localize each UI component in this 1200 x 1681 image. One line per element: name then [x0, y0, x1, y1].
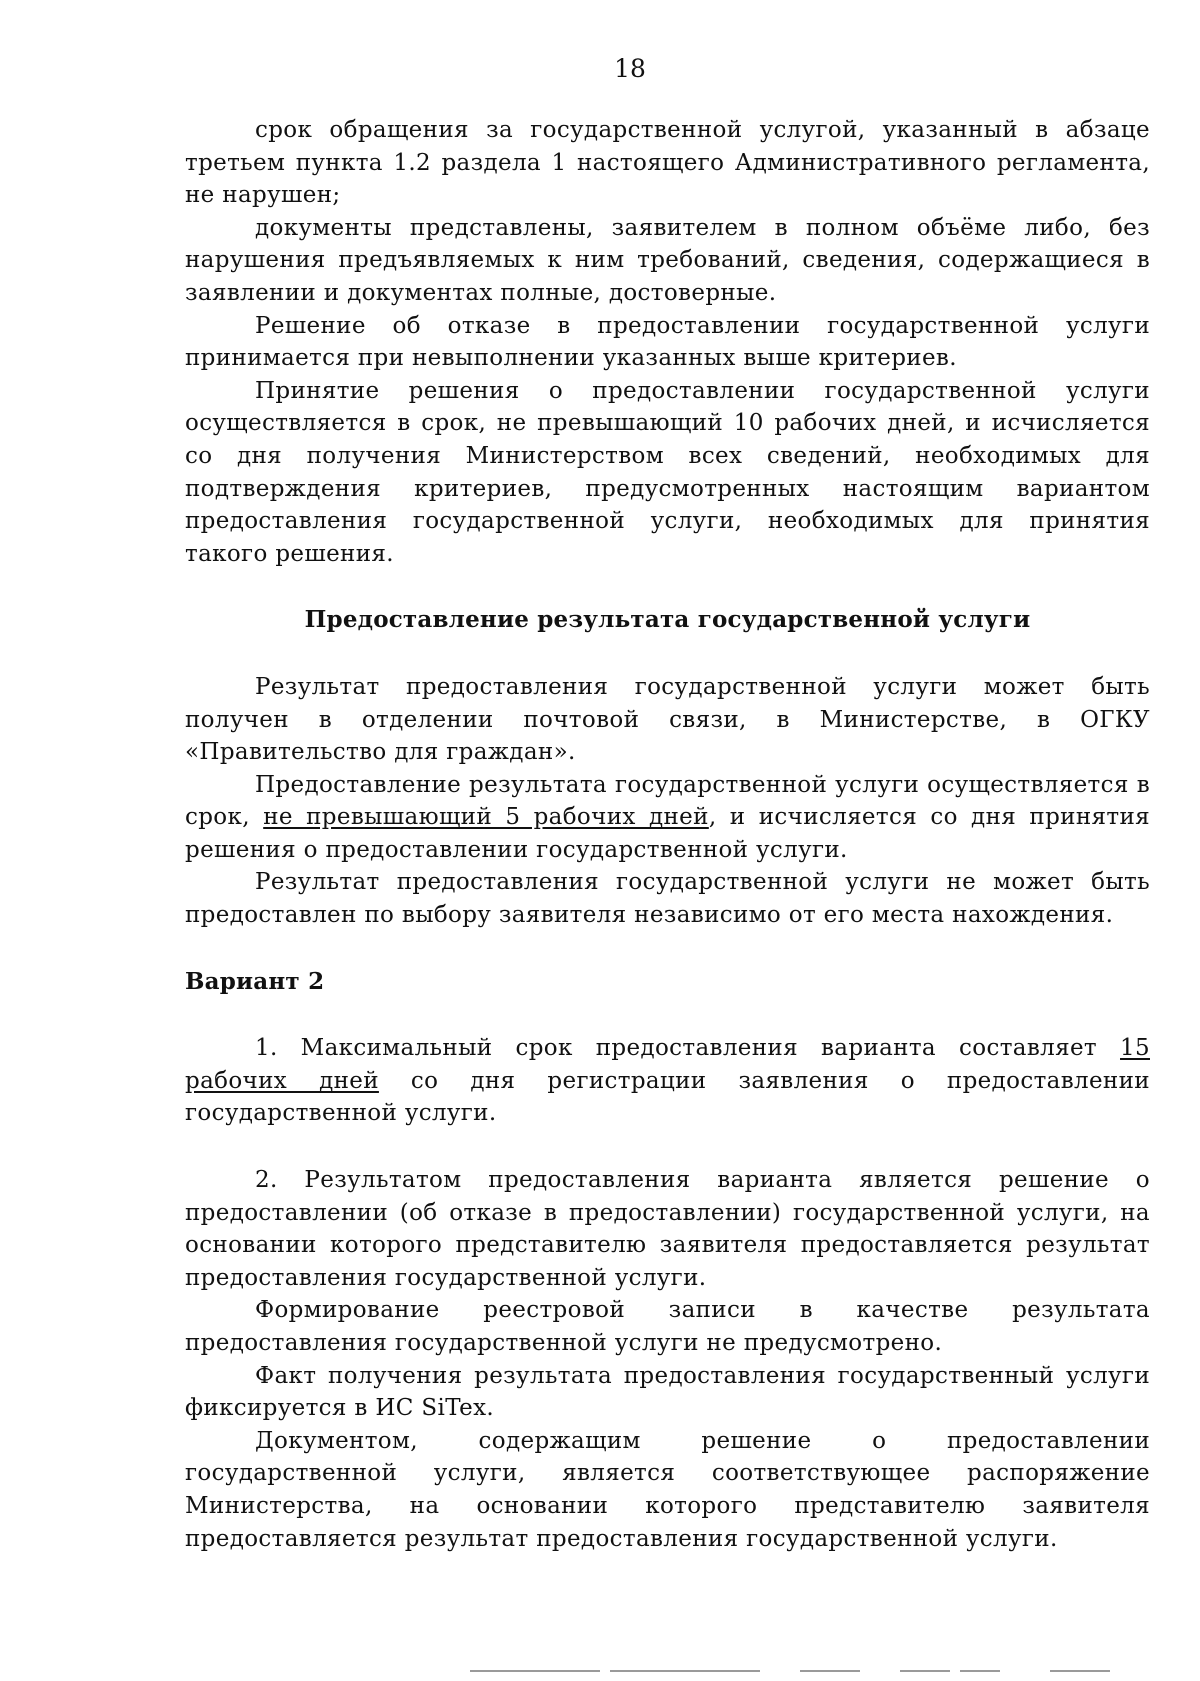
variant-item-1 [185, 1032, 1150, 1130]
paragraph-result-location: Результат предоставления государственной услуги не может быть предоставлен по выбору заявителя независимо от его места нахождения. [185, 869, 1150, 929]
paragraph-result-channels: Результат предоставления государственной услуги может быть получен в отделении почтовой связи, в Министерстве, в ОГКУ «Правительство для граждан». [185, 673, 1150, 766]
paragraph-result-fact: Факт получения результата предоставления государственный услуги фиксируется в ИС SiTex. [185, 1362, 1150, 1422]
underlined-term-5-days: не превышающий 5 рабочих дней [263, 804, 709, 831]
document-body [185, 114, 1150, 1555]
section-heading-result: Предоставление результата государственной услуги [304, 606, 1031, 634]
scan-edge-line [960, 1670, 1000, 1672]
page-number: 18 [614, 54, 646, 83]
paragraph-result-term-end: , и исчисляется со дня принятия решения о предоставлении государственной услуги. [185, 804, 1150, 863]
variant-item-1-end: со дня регистрации заявления о предоставлении государственной услуги. [185, 1067, 1150, 1127]
scan-edge-line [900, 1670, 950, 1672]
paragraph-decision-document: Документом, содержащим решение о предоставлении государственной услуги, является соответствующее распоряжение Министерства, на основании которого представителю заявителя предоставляется результат предоставления государственной услуги. [185, 1427, 1150, 1552]
scan-edge-line [470, 1670, 600, 1672]
variant-item-2: 2. Результатом предоставления варианта является решение о предоставлении (об отказе в предоставлении) государственной услуги, на основании которого представителю заявителя предоставляется результат предоставления государственной услуги. [185, 1167, 1150, 1291]
variant-item-1-start: 1. Максимальный срок предоставления варианта составляет [255, 1035, 1121, 1062]
variant-heading: Вариант 2 [185, 967, 325, 995]
underlined-term-15-days: 15 рабочих дней [185, 1035, 1150, 1094]
paragraph-documents-criterion: документы представлены, заявителем в полном объёме либо, без нарушения предъявляемых к ним требований, сведения, содержащиеся в заявлении и документах полные, достоверные. [185, 214, 1150, 306]
spacer [185, 637, 1150, 671]
paragraph-result-term-start: Предоставление результата государственной услуги осуществляется в срок, [185, 771, 1150, 831]
spacer [185, 570, 1150, 604]
paragraph-result-term [185, 769, 1150, 867]
paragraph-decision-term: Принятие решения о предоставлении государственной услуги осуществляется в срок, не превышающий 10 рабочих дней, и исчисляется со дня получения Министерством всех сведений, необходимых для подтверждения критериев, предусмотренных настоящим вариантом предоставления государственной услуги, необходимых для принятия такого решения. [185, 377, 1150, 567]
scan-edge-line [1050, 1670, 1110, 1672]
spacer [185, 1130, 1150, 1164]
paragraph-registry-record: Формирование реестровой записи в качестве результата предоставления государственной услуги не предусмотрено. [185, 1297, 1150, 1356]
paragraph-deadline-criterion: срок обращения за государственной услугой, указанный в абзаце третьем пункта 1.2 раздела 1 настоящего Административного регламента, не нарушен; [185, 117, 1150, 209]
scan-edge-line [610, 1670, 760, 1672]
spacer [185, 932, 1150, 966]
spacer [185, 998, 1150, 1032]
paragraph-refusal-decision: Решение об отказе в предоставлении государственной услуги принимается при невыполнении указанных выше критериев. [185, 312, 1150, 372]
scan-edge-line [800, 1670, 860, 1672]
